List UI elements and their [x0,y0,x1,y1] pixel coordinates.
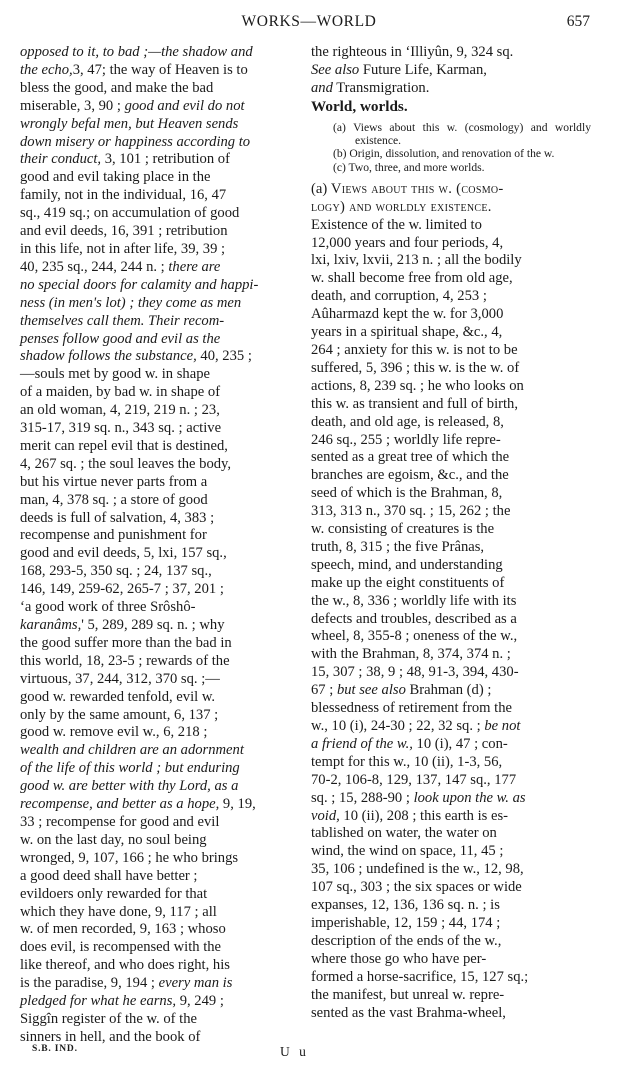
text-line [20,169,296,187]
text-line [20,223,296,241]
legend-item-a: (a) Views about this w. (cosmology) and worldly existence. [333,120,591,147]
text-line [311,575,591,593]
text-line [311,772,591,790]
text-line [20,527,296,545]
text-run: the w., 8, 336 ; worldly life with its [311,592,517,609]
text-run: wind, the wind on space, 11, 45 ; [311,843,504,860]
text-run: Aûharmazd kept the w. for 3,000 [311,306,504,323]
text-line [311,987,591,1005]
text-run: but his virtue never parts from a [20,473,208,490]
text-line [311,700,591,718]
text-run: 15, 307 ; 38, 9 ; 48, 91-3, 394, 430- [311,664,519,681]
signature-mark: U u [280,1044,309,1059]
text-run: w. shall become free from old age, [311,270,513,287]
text-run: w. on the last day, no soul being [20,831,207,848]
text-line [311,432,591,450]
text-run: look upon the w. as [413,789,526,806]
text-line [311,378,591,396]
text-run: 246 sq., 255 ; worldly life repre- [311,431,501,448]
text-run: the echo, [20,61,73,78]
text-line [311,951,591,969]
text-run: deeds is full of salvation, 4, 383 ; [20,509,215,526]
text-line [311,414,591,432]
right-column [311,44,591,1022]
text-run: sinners in hell, and the book of [20,1028,201,1045]
text-run: which they have done, 9, 117 ; all [20,903,217,920]
text-run: make up the eight constituents of [311,574,505,591]
text-run: is the paradise, 9, 194 ; [20,975,159,992]
text-run: the righteous in ‘Illiyûn, 9, 324 sq. [311,44,514,60]
text-line [20,259,296,277]
text-run: where those go who have per- [311,950,487,967]
text-run: void, [311,807,340,824]
text-line [20,295,296,313]
text-run: ' 5, 289, 289 sq. n. ; why [81,617,225,633]
text-run: 12,000 years and four periods, 4, [311,234,504,251]
text-line [311,360,591,378]
text-run: years in a spiritual shape, &c., 4, [311,324,503,341]
text-line [311,396,591,414]
text-line [311,324,591,342]
text-run: good and evil deeds, 5, lxi, 157 sq., [20,545,227,562]
text-run: ness (in men's lot) ; they come as men [20,294,242,311]
text-run: good w. remove evil w., 6, 218 ; [20,724,208,741]
text-line [311,593,591,611]
text-line [311,825,591,843]
text-run: 70-2, 106-8, 129, 137, 147 sq., 177 [311,771,517,788]
text-line [311,682,591,700]
text-line [20,635,296,653]
text-line [20,402,296,420]
text-line [311,879,591,897]
text-run: 315-17, 319 sq. n., 343 sq. ; active [20,420,222,437]
text-run: in this life, not in after life, 39, 39 ; [20,240,226,257]
text-run: wrongly befal men, but Heaven sends [20,115,239,132]
text-run: family, not in the individual, 16, 47 [20,187,227,204]
text-line [20,44,296,62]
text-line [20,1011,296,1029]
right-body [311,181,591,1023]
text-line [20,510,296,528]
text-line [20,151,296,169]
text-line [20,241,296,259]
text-run: does evil, is recompensed with the [20,939,222,956]
text-line [311,485,591,503]
text-run: description of the ends of the w., [311,932,502,949]
text-line [20,187,296,205]
text-run: karanâms, [20,617,82,633]
text-line [20,116,296,134]
text-run: wheel, 8, 355-8 ; oneness of the w., [311,628,518,645]
text-line [20,850,296,868]
text-line [20,331,296,349]
text-run: sented as the vast Brahma-wheel, [311,1004,506,1021]
text-line [311,718,591,736]
text-line [20,384,296,402]
text-line [20,492,296,510]
text-run: speech, mind, and understanding [311,556,503,573]
text-line [20,62,296,80]
text-run: death, and corruption, 4, 253 ; [311,288,487,305]
text-line [20,760,296,778]
text-run: and [311,79,333,96]
text-run: recompense, and better as a hope, [20,796,220,813]
text-line [20,993,296,1011]
text-line [311,270,591,288]
text-run: Future Life, Karman, [359,61,487,78]
text-line [20,581,296,599]
entry-legend [311,121,591,174]
text-run: there are [168,258,221,275]
text-line [311,808,591,826]
text-line [20,868,296,886]
text-line [311,62,591,80]
text-line [311,557,591,575]
text-run: opposed to it, to bad ;—the shadow and [20,44,253,60]
text-run: 40, 235 sq., 244, 244 n. ; [20,258,169,275]
text-line [20,814,296,832]
text-run: 10 (i), 47 ; con- [412,735,508,752]
text-run: a friend of the w., [311,735,413,752]
text-run: —souls met by good w. in shape [20,366,210,383]
text-run: shadow follows the substance, [20,348,197,365]
text-run: recompense and punishment for [20,527,207,544]
text-run: Transmigration. [332,79,430,96]
text-run: this world, 18, 23-5 ; rewards of the [20,652,230,669]
text-run: seed of which is the Brahman, 8, [311,485,503,502]
text-run: 4, 267 sq. ; the soul leaves the body, [20,455,232,472]
text-run: w. of men recorded, 9, 163 ; whoso [20,921,226,938]
text-run: sq. ; 15, 288-90 ; [311,789,414,806]
text-run: (a) [311,180,331,197]
text-line [20,474,296,492]
text-run: imperishable, 12, 159 ; 44, 174 ; [311,914,501,931]
text-line [20,420,296,438]
text-line [20,671,296,689]
text-run: miserable, 3, 90 ; [20,97,125,114]
text-line [20,545,296,563]
text-run: expanses, 12, 136, 136 sq. n. ; is [311,897,500,914]
text-line [311,306,591,324]
text-line [311,503,591,521]
text-line [311,611,591,629]
text-line [20,778,296,796]
text-run: suffered, 5, 396 ; this w. is the w. of [311,359,520,376]
text-line [20,975,296,993]
text-run: themselves call them. Their recom- [20,312,225,329]
text-line [20,563,296,581]
text-run: of a maiden, by bad w. in shape of [20,384,221,401]
text-run: Brahman (d) ; [405,682,492,699]
text-line [311,199,591,217]
text-line [20,80,296,98]
text-run: Existence of the w. limited to [311,216,482,233]
legend-item-b: (b) Origin, dissolution, and renovation of the w. [333,147,555,161]
text-run: formed a horse-sacrifice, 15, 127 sq.; [311,968,529,985]
text-run: lxi, lxiv, lxvii, 213 n. ; all the bodily [311,252,522,269]
text-run: no special doors for calamity and happi- [20,276,259,293]
text-line [20,796,296,814]
text-run: good and evil do not [124,97,245,114]
text-line [311,861,591,879]
text-run: down misery or happiness according to [20,133,251,150]
text-run: only by the same amount, 6, 137 ; [20,706,219,723]
text-run: logy) and worldly existence. [311,198,492,215]
text-run: good and evil taking place in the [20,169,211,186]
text-line [311,235,591,253]
text-run: be not [484,718,521,734]
text-line [20,689,296,707]
text-run: w. consisting of creatures is the [311,521,495,538]
text-line [20,438,296,456]
text-run: tablished on water, the water on [311,825,497,842]
entry-heading-world: World, worlds. [311,97,408,115]
text-line [311,44,591,62]
text-line [20,904,296,922]
running-header [22,13,596,33]
text-run: every man is [158,975,233,992]
text-line [311,449,591,467]
text-run: good w. rewarded tenfold, evil w. [20,688,216,705]
text-run: branches are egoism, &c., and the [311,467,509,484]
text-run: good w. are better with thy Lord, as a [20,778,239,795]
text-run: Siggîn register of the w. of the [20,1010,197,1027]
text-line [20,832,296,850]
text-line [20,348,296,366]
text-run: 67 ; [311,682,337,699]
text-line [20,886,296,904]
text-line [311,539,591,557]
text-run: their conduct, [20,151,102,168]
text-run: this w. as transient and full of birth, [311,395,518,412]
text-line [311,217,591,235]
text-line [20,456,296,474]
text-run: wealth and children are an adornment [20,742,244,759]
text-line [311,646,591,664]
text-line [20,957,296,975]
text-line [311,664,591,682]
legend-item-c: (c) Two, three, and more worlds. [333,160,485,174]
text-line [311,933,591,951]
text-run: tempt for this w., 10 (ii), 1-3, 56, [311,753,503,770]
text-run: merit can repel evil that is destined, [20,437,228,454]
text-run: 3, 101 ; retribution of [101,151,230,168]
text-run: pledged for what he earns, [20,993,177,1010]
text-run: 9, 249 ; [176,993,224,1010]
text-run: defects and troubles, described as a [311,610,517,627]
text-run: truth, 8, 315 ; the five Prânas, [311,538,485,555]
text-line [20,724,296,742]
page-footer [32,1044,596,1060]
text-run: blessedness of retirement from the [311,700,513,717]
text-line [20,617,296,635]
text-run: virtuous, 37, 244, 312, 370 sq. ;— [20,670,220,687]
text-run: See also [311,61,360,78]
text-line [311,628,591,646]
text-run: man, 4, 378 sq. ; a store of good [20,491,208,508]
text-run: wronged, 9, 107, 166 ; he who brings [20,849,239,866]
text-line [311,915,591,933]
text-run: w., 10 (i), 24-30 ; 22, 32 sq. ; [311,718,485,734]
text-run: 33 ; recompense for good and evil [20,813,220,830]
text-line [311,181,591,199]
text-line [20,742,296,760]
text-run: the good suffer more than the bad in [20,634,232,651]
text-line [20,366,296,384]
text-run: with the Brahman, 8, 374, 374 n. ; [311,646,511,663]
text-line [20,599,296,617]
text-line [20,707,296,725]
text-line [311,843,591,861]
text-line [311,288,591,306]
text-line [311,897,591,915]
text-run: 107 sq., 303 ; the six spaces or wide [311,879,522,896]
text-run: sq., 419 sq.; on accumulation of good [20,205,240,222]
text-run: ‘a good work of three Srôshô- [20,599,196,616]
text-run: of the life of this world ; but enduring [20,760,240,777]
page-title: WORKS—WORLD [241,13,377,30]
text-run: and evil deeds, 16, 391 ; retribution [20,223,228,240]
text-run: 10 (ii), 208 ; this earth is es- [339,807,508,824]
text-line [20,134,296,152]
text-run: like thereof, and who does right, his [20,957,230,974]
text-line [311,80,591,98]
text-line [20,653,296,671]
text-run: 264 ; anxiety for this w. is not to be [311,341,518,358]
text-line [311,252,591,270]
page-number: 657 [566,13,590,30]
text-line [20,939,296,957]
right-top-continuation [311,44,591,98]
text-line [311,1005,591,1023]
text-line [20,277,296,295]
text-run: 313, 313 n., 370 sq. ; 15, 262 ; the [311,503,511,520]
text-line [20,205,296,223]
text-run: Views about this w. (cosmo- [330,180,504,197]
text-run: a good deed shall have better ; [20,867,198,884]
text-run: actions, 8, 239 sq. ; he who looks on [311,377,524,394]
text-run: 35, 106 ; undefined is the w., 12, 98, [311,861,524,878]
text-run: penses follow good and evil as the [20,330,221,347]
text-run: 9, 19, [219,796,256,813]
text-run: evildoers only rewarded for that [20,885,208,902]
text-run: bless the good, and make the bad [20,79,214,96]
text-line [20,98,296,116]
text-run: death, and old age, is released, 8, [311,413,504,430]
text-line [311,790,591,808]
text-line [311,521,591,539]
text-line [311,467,591,485]
text-run: the manifest, but unreal w. repre- [311,986,505,1003]
text-line [311,969,591,987]
text-run: 40, 235 ; [196,348,252,365]
text-run: 168, 293-5, 350 sq. ; 24, 137 sq., [20,563,212,580]
left-column [20,44,296,1047]
text-run: an old woman, 4, 219, 219 n. ; 23, [20,402,220,419]
text-line [311,342,591,360]
text-run: 3, 47; the way of Heaven is to [72,61,248,78]
signature-label: S.B. IND. [32,1044,78,1054]
text-run: but see also [336,682,406,699]
text-line [20,313,296,331]
text-run: sented as a great tree of which the [311,449,510,466]
text-line [20,921,296,939]
text-line [311,754,591,772]
text-run: 146, 149, 259-62, 265-7 ; 37, 201 ; [20,581,224,598]
text-line [311,736,591,754]
